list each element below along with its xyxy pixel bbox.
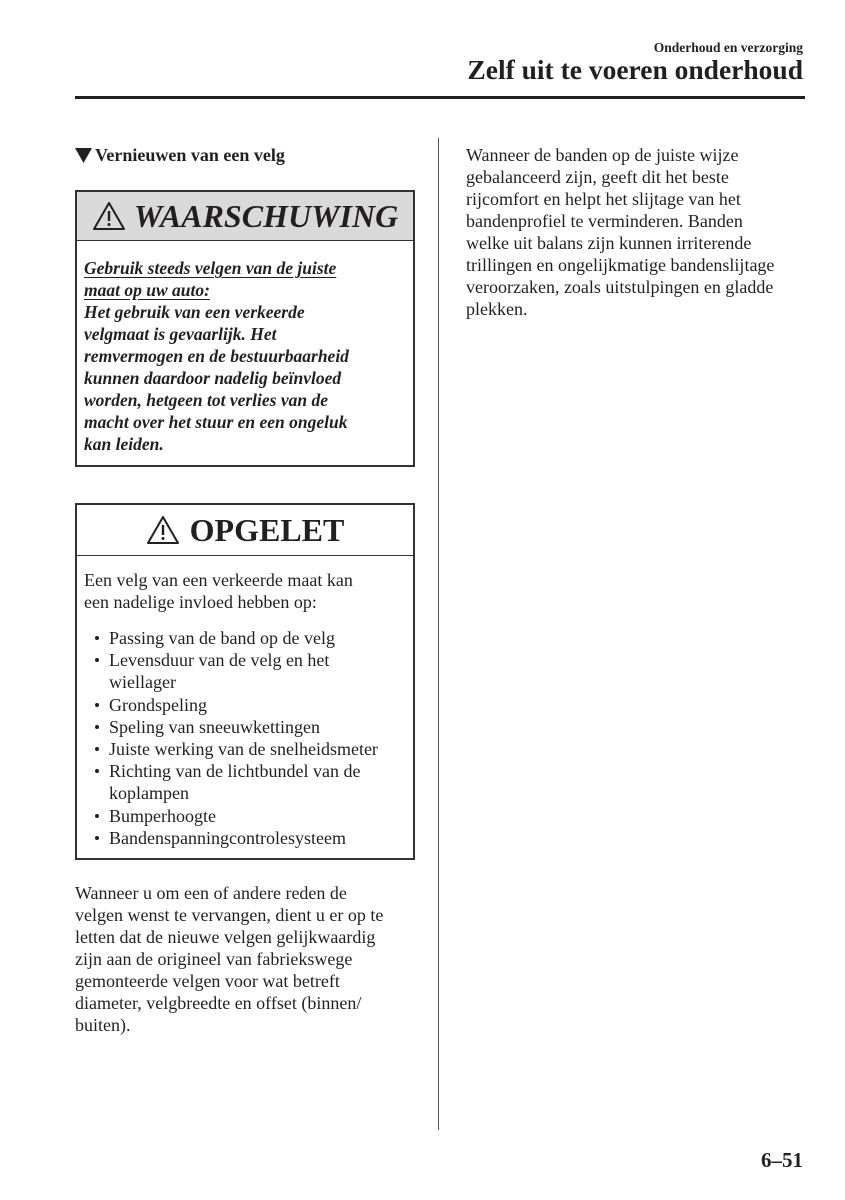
list-item	[84, 627, 413, 649]
warning-line: Het gebruik van een verkeerde	[84, 302, 305, 322]
right-paragraph	[466, 144, 774, 320]
warning-triangle-icon	[92, 201, 126, 231]
caution-intro-line: Een velg van een verkeerde maat kan	[84, 570, 353, 590]
list-item	[84, 716, 413, 738]
header-rule	[75, 96, 805, 99]
page-title: Zelf uit te voeren onderhoud	[467, 54, 803, 85]
bullet-icon	[95, 636, 99, 640]
warning-emphasis-line: maat op uw auto:	[84, 280, 210, 300]
list-item-text: Bandenspanningcontrolesysteem	[109, 827, 346, 848]
list-item	[84, 760, 413, 804]
list-item	[84, 738, 413, 760]
warning-line: kunnen daardoor nadelig beïnvloed	[84, 368, 342, 388]
bullet-icon	[95, 769, 99, 773]
caution-intro-line: een nadelige invloed hebben op:	[84, 592, 317, 612]
warning-title: WAARSCHUWING	[133, 198, 399, 234]
warning-line: kan leiden.	[84, 434, 164, 454]
list-item-text: Richting van de lichtbundel van de	[109, 761, 361, 782]
caution-header	[77, 505, 413, 556]
list-item-text: koplampen	[109, 783, 189, 804]
list-item	[84, 694, 413, 716]
caution-box	[75, 503, 415, 860]
warning-box	[75, 190, 415, 467]
warning-line: worden, hetgeen tot verlies van de	[84, 390, 329, 410]
paragraph-line: gemonteerde velgen voor wat betreft	[75, 971, 340, 991]
bullet-icon	[95, 747, 99, 751]
paragraph-line: plekken.	[466, 299, 528, 319]
list-item	[84, 649, 413, 693]
page-number: 6–51	[761, 1148, 803, 1172]
paragraph-line: velgen wenst te vervangen, dient u er op te	[75, 905, 384, 925]
warning-header	[77, 192, 413, 241]
bullet-icon	[95, 836, 99, 840]
warning-line: velgmaat is gevaarlijk. Het	[84, 324, 277, 344]
section-heading	[75, 144, 285, 166]
paragraph-line: Wanneer u om een of andere reden de	[75, 883, 347, 903]
paragraph-line: letten dat de nieuwe velgen gelijkwaardig	[75, 927, 376, 947]
warning-emphasis-line: Gebruik steeds velgen van de juiste	[84, 258, 337, 278]
paragraph-line: welke uit balans zijn kunnen irriterende	[466, 233, 752, 253]
paragraph-line: buiten).	[75, 1015, 131, 1035]
left-paragraph	[75, 882, 383, 1036]
list-item	[84, 805, 413, 827]
bullet-icon	[95, 658, 99, 662]
caution-title: OPGELET	[189, 512, 345, 548]
paragraph-line: diameter, velgbreedte en offset (binnen/	[75, 993, 362, 1013]
paragraph-line: bandenprofiel te verminderen. Banden	[466, 211, 743, 231]
paragraph-line: veroorzaken, zoals uitstulpingen en gladde	[466, 277, 774, 297]
paragraph-line: gebalanceerd zijn, geeft dit het beste	[466, 167, 729, 187]
list-item-text: Speling van sneeuwkettingen	[109, 716, 320, 737]
section-heading-text: Vernieuwen van een velg	[95, 145, 285, 165]
list-item-text: Juiste werking van de snelheidsmeter	[109, 738, 378, 759]
list-item	[84, 827, 413, 849]
caution-body	[77, 556, 413, 849]
warning-line: macht over het stuur en een ongeluk	[84, 412, 348, 432]
bullet-icon	[95, 725, 99, 729]
down-triangle-icon	[75, 148, 92, 163]
list-item-text: Bumperhoogte	[109, 805, 216, 826]
paragraph-line: trillingen en ongelijkmatige bandenslijtage	[466, 255, 775, 275]
paragraph-line: rijcomfort en helpt het slijtage van het	[466, 189, 741, 209]
bullet-icon	[95, 703, 99, 707]
warning-line: remvermogen en de bestuurbaarheid	[84, 346, 349, 366]
bullet-icon	[95, 814, 99, 818]
warning-body	[77, 241, 413, 455]
column-divider	[438, 138, 439, 1130]
paragraph-line: zijn aan de origineel van fabriekswege	[75, 949, 353, 969]
list-item-text: Grondspeling	[109, 694, 207, 715]
warning-triangle-icon	[146, 515, 180, 545]
header-section-title: Onderhoud en verzorging	[653, 40, 803, 55]
list-item-text: Levensduur van de velg en het	[109, 650, 330, 671]
caution-bullet-list	[84, 627, 413, 849]
list-item-text: Passing van de band op de velg	[109, 628, 335, 648]
list-item-text: wiellager	[109, 672, 176, 693]
paragraph-line: Wanneer de banden op de juiste wijze	[466, 145, 739, 165]
